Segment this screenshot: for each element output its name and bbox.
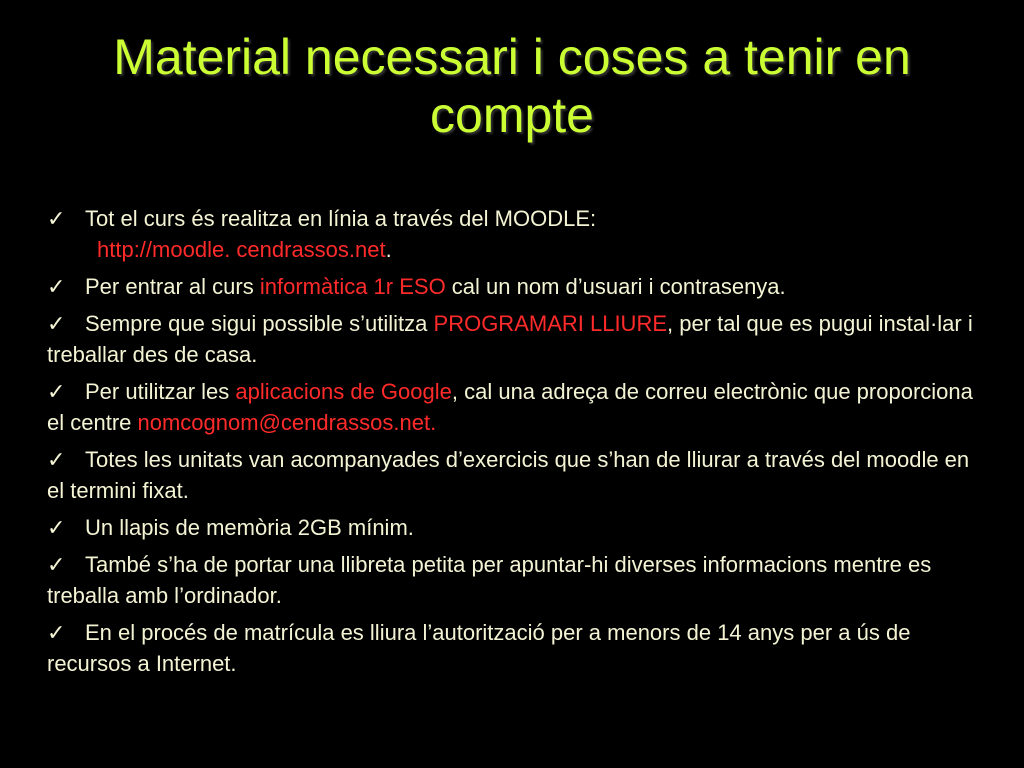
title-line-2: compte — [430, 87, 594, 143]
free-software-highlight: PROGRAMARI LLIURE — [433, 311, 668, 336]
bullet-text-end: , per tal que es pugui instal·lar i treballar des de casa. — [47, 311, 973, 367]
bullet-text-end: cal un nom d’usuari i contrasenya. — [445, 274, 786, 299]
bullet-item-exercises — [47, 444, 977, 506]
bullet-item-usb-drive — [47, 512, 977, 543]
checkmark-icon: ✓ — [47, 620, 66, 645]
bullet-text-mid: , cal una adreça de correu electrònic que proporciona el centre — [47, 379, 973, 435]
bullet-text: En el procés de matrícula es lliura l’autorització per a menors de 14 anys per a ús de recursos a Internet. — [47, 620, 911, 676]
bullet-text: Sempre que sigui possible s’utilitza — [85, 311, 434, 336]
title-line-1: Material necessari i coses a tenir en — [113, 29, 911, 85]
email-address-highlight: nomcognom@cendrassos.net. — [137, 410, 437, 435]
bullet-text: Un llapis de memòria 2GB mínim. — [85, 515, 414, 540]
bullet-text: Tot el curs és realitza en línia a través del MOODLE: — [85, 206, 597, 231]
bullet-item-moodle — [47, 203, 977, 265]
checkmark-icon: ✓ — [47, 311, 66, 336]
checkmark-icon: ✓ — [47, 206, 66, 231]
checkmark-icon: ✓ — [47, 274, 66, 299]
bullet-text: Per entrar al curs — [85, 274, 260, 299]
checkmark-icon: ✓ — [47, 515, 66, 540]
moodle-link[interactable]: http://moodle. cendrassos.net — [97, 237, 386, 262]
checkmark-icon: ✓ — [47, 552, 66, 577]
bullet-item-notebook — [47, 549, 977, 611]
bullet-item-authorization — [47, 617, 977, 679]
bullet-item-google-apps — [47, 376, 977, 438]
bullet-item-course-login — [47, 271, 977, 302]
checkmark-icon: ✓ — [47, 379, 66, 404]
bullet-text: Per utilitzar les — [85, 379, 236, 404]
slide-title — [30, 28, 994, 144]
bullet-item-free-software — [47, 308, 977, 370]
google-apps-highlight: aplicacions de Google — [235, 379, 452, 404]
bullet-text-end: . — [385, 237, 392, 262]
course-name-highlight: informàtica 1r ESO — [259, 274, 446, 299]
checkmark-icon: ✓ — [47, 447, 66, 472]
bullet-text: Totes les unitats van acompanyades d’exercicis que s’han de lliurar a través del moodle en el termini fixat. — [47, 447, 970, 503]
bullet-list — [47, 203, 977, 685]
bullet-text: També s’ha de portar una llibreta petita per apuntar-hi diverses informacions mentre es treballa amb l’ordinador. — [47, 552, 932, 608]
